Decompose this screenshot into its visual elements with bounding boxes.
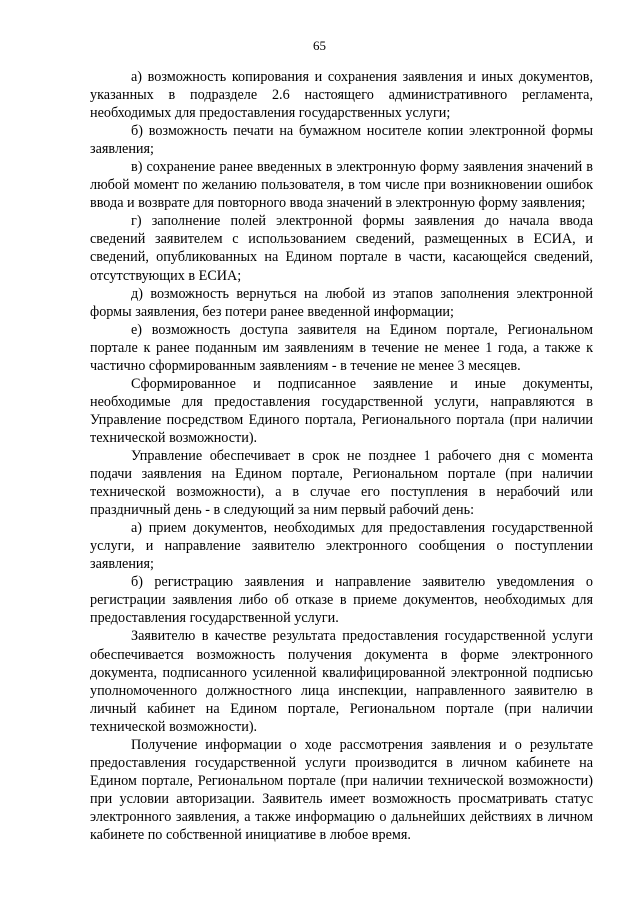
paragraph-save-values: в) сохранение ранее введенных в электронную форму заявления значений в любой момент по желанию пользователя, в том числе при возникновении ошибок ввода и возврате для повторного ввода значений в электронную форму заявления; xyxy=(90,159,593,212)
paragraph-autofill-esia: г) заполнение полей электронной формы заявления до начала ввода сведений заявителем с использованием сведений, размещенных в ЕСИА, и сведений, опубликованных на Едином портале в части, касающейся сведений, отсутствующих в ЕСИА; xyxy=(90,213,593,284)
paragraph-access-history: е) возможность доступа заявителя на Едином портале, Региональном портале к ранее поданным им заявлениям в течение не менее 1 года, а также к частично сформированным заявлениям - в течение не менее 3 месяцев. xyxy=(90,321,593,374)
paragraph-status-tracking: Получение информации о ходе рассмотрения заявления и о результате предоставления государственной услуги производится в личном кабинете на Едином портале, Региональном портале (при наличии технической возможности) при условии авторизации. Заявитель имеет возможность просматривать статус электронного заявления, а также информацию о дальнейших действиях в личном кабинете по собственной инициативе в любое время. xyxy=(90,736,593,843)
paragraph-copy-save: а) возможность копирования и сохранения заявления и иных документов, указанных в подразделе 2.6 настоящего административного регламента, необходимых для предоставления государственных услуги; xyxy=(90,69,593,122)
document-body xyxy=(90,68,593,844)
paragraph-print-copy: б) возможность печати на бумажном носителе копии электронной формы заявления; xyxy=(90,123,593,158)
paragraph-registration-notice: б) регистрацию заявления и направление заявителю уведомления о регистрации заявления либо об отказе в приеме документов, необходимых для предоставления государственной услуги. xyxy=(90,574,593,627)
paragraph-submission: Сформированное и подписанное заявление и иные документы, необходимые для предоставления государственной услуги, направляются в Управление посредством Единого портала, Регионального портала (при наличии технической возможности). xyxy=(90,375,593,446)
paragraph-return-step: д) возможность вернуться на любой из этапов заполнения электронной формы заявления, без потери ранее введенной информации; xyxy=(90,285,593,320)
paragraph-processing-deadline: Управление обеспечивает в срок не позднее 1 рабочего дня с момента подачи заявления на Едином портале, Региональном портале (при наличии технической возможности), а в случае его поступления в нерабочий или праздничный день - в следующий за ним первый рабочий день: xyxy=(90,447,593,519)
paragraph-receipt-notice: а) прием документов, необходимых для предоставления государственной услуги, и направление заявителю электронного сообщения о поступлении заявления; xyxy=(90,520,593,573)
page-number: 65 xyxy=(313,38,326,53)
paragraph-result-delivery: Заявителю в качестве результата предоставления государственной услуги обеспечивается возможность получения документа в форме электронного документа, подписанного усиленной квалифицированной электронной подписью уполномоченного должностного лица инспекции, направленного заявителю в личный кабинет на Едином портале, Региональном портале (при наличии технической возможности). xyxy=(90,628,593,735)
